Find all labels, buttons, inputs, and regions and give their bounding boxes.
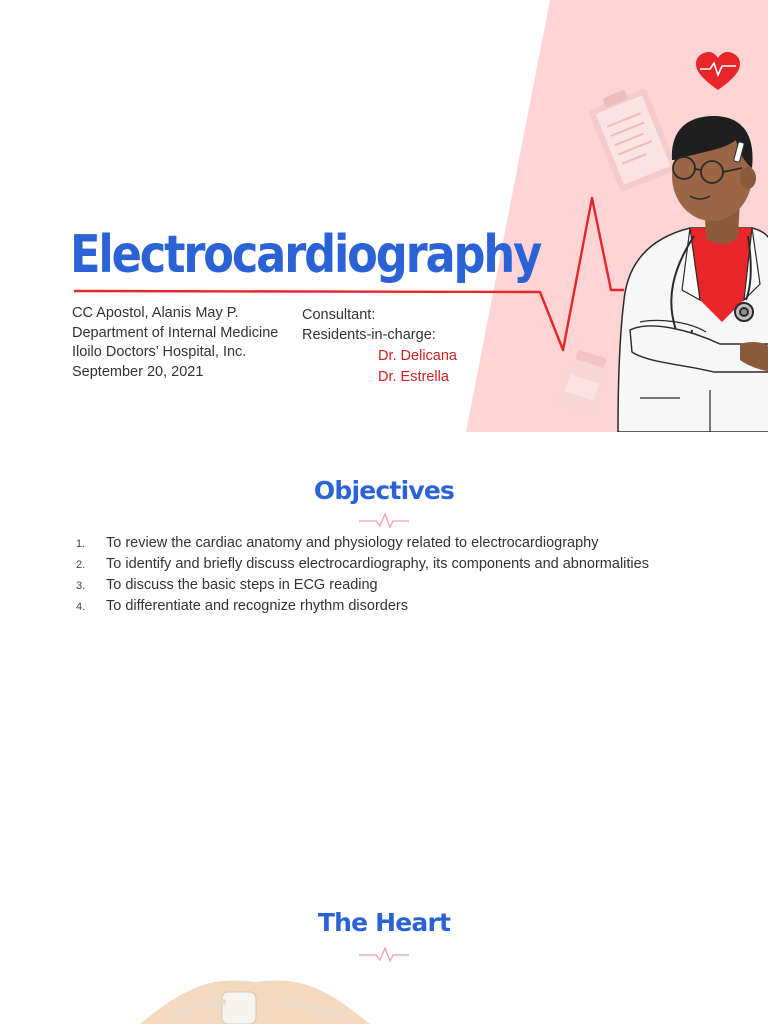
- residents-label: Residents-in-charge:: [302, 326, 436, 343]
- heart-anatomy-image: [110, 978, 400, 1024]
- list-text: To discuss the basic steps in ECG reading: [106, 577, 378, 593]
- presenter-department: Department of Internal Medicine: [72, 324, 279, 341]
- objectives-heading: Objectives: [313, 476, 455, 505]
- list-item: [76, 598, 649, 619]
- list-number: 3.: [76, 580, 86, 592]
- presentation-date: September 20, 2021: [72, 363, 204, 380]
- list-item: [76, 535, 649, 556]
- pulse-divider-icon: [359, 946, 409, 964]
- objectives-list: [76, 535, 649, 619]
- list-text: To differentiate and recognize rhythm disorders: [106, 598, 408, 614]
- title-slide: [0, 0, 768, 432]
- list-text: To identify and briefly discuss electrocardiography, its components and abnormalities: [106, 556, 649, 572]
- list-number: 2.: [76, 559, 86, 571]
- list-item: [76, 577, 649, 598]
- presentation-title: Electrocardiography: [70, 225, 541, 285]
- presenter-name: CC Apostol, Alanis May P.: [72, 305, 239, 321]
- list-number: 1.: [76, 538, 86, 550]
- pulse-divider-icon: [359, 512, 409, 530]
- list-item: [76, 556, 649, 577]
- consultant-label: Consultant:: [302, 307, 376, 323]
- resident-name: Dr. Estrella: [378, 368, 449, 385]
- list-number: 4.: [76, 601, 86, 613]
- residents-list: [378, 346, 457, 387]
- list-text: To review the cardiac anatomy and physiology related to electrocardiography: [106, 535, 599, 551]
- heart-heading: The Heart: [317, 908, 451, 937]
- resident-name: Dr. Delicana: [378, 348, 457, 364]
- supervisors-info: [302, 306, 436, 345]
- presenter-hospital: Iloilo Doctors’ Hospital, Inc.: [72, 344, 247, 360]
- presenter-info: [72, 304, 278, 382]
